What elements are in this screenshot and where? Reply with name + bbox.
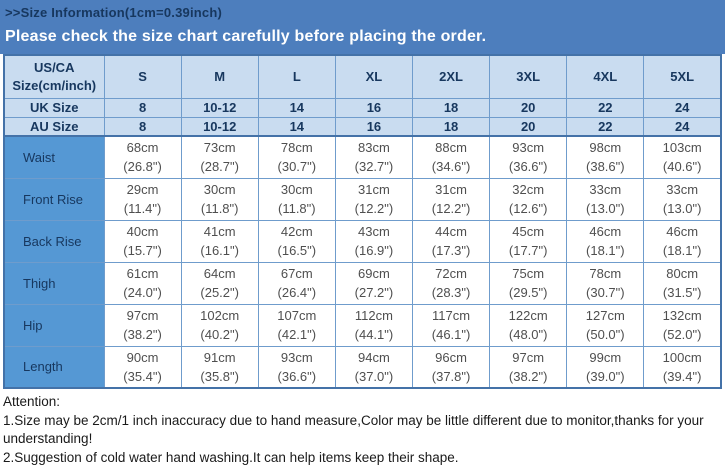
measurement-inch: (38.2") [123,327,162,342]
measurement-cm: 103cm [662,140,702,156]
measurement-inch: (37.0") [354,368,394,384]
measurement-cm: 117cm [432,308,471,323]
measurement-cm: 98cm [589,140,622,156]
measurement-value-cell [335,346,412,388]
measurement-cm: 122cm [508,308,548,323]
measurement-inch: (28.7") [200,159,239,175]
measurement-inch: (16.9") [354,243,394,258]
measurement-inch: (50.0") [586,327,625,342]
measurement-value-cell [490,220,567,262]
measurement-inch: (39.0") [586,368,625,384]
measurement-cm: 69cm [358,266,390,281]
measurement-inch: (48.0") [508,327,548,342]
measurement-row [4,220,721,262]
measurement-inch: (36.6") [508,159,548,175]
measurement-row [4,346,721,388]
measurement-inch: (12.2") [354,201,394,216]
measurement-cm: 80cm [666,266,699,281]
measurement-inch: (16.1") [200,243,239,258]
size-column-header: 3XL [490,55,567,98]
measurement-cm: 42cm [280,224,313,239]
measurement-value-cell [413,136,490,178]
size-info-title: >>Size Information(1cm=0.39inch) [5,5,222,20]
measurement-cm: 31cm [435,182,467,197]
measurement-row [4,178,721,220]
measurement-value-cell [258,220,335,262]
measurement-inch: (34.6") [431,159,471,175]
region-size-value: 18 [413,117,490,136]
size-column-header: 4XL [567,55,644,98]
measurement-cm: 45cm [512,224,545,239]
measurement-value-cell [335,220,412,262]
measurement-cm: 64cm [203,266,236,281]
measurement-cm: 88cm [435,140,467,156]
measurement-inch: (11.8") [200,201,239,216]
measurement-inch: (35.8") [200,368,239,384]
measurement-inch: (18.1") [586,243,625,258]
size-column-header: 2XL [413,55,490,98]
measurement-inch: (39.4") [662,368,702,384]
size-column-header: XL [335,55,412,98]
measurement-cm: 97cm [126,308,159,323]
region-size-value: 24 [644,117,721,136]
measurement-cm: 112cm [354,308,393,323]
measurement-inch: (18.1") [662,243,702,258]
measurement-value-cell [104,220,181,262]
measurement-value-cell [413,346,490,388]
measurement-value-cell [258,178,335,220]
measurement-inch: (27.2") [354,285,394,300]
measurement-cm: 93cm [512,140,545,156]
region-size-row [4,117,721,136]
measurement-inch: (38.2") [508,368,548,384]
measurement-cm: 29cm [126,182,159,197]
measurement-cm: 100cm [662,349,702,365]
measurement-cm: 30cm [203,182,236,197]
measurement-value-cell [104,262,181,304]
measurement-value-cell [490,346,567,388]
measurement-cm: 46cm [589,224,622,239]
measurement-value-cell [567,262,644,304]
size-chart-header [4,55,721,98]
measurement-row [4,136,721,178]
measurement-cm: 73cm [203,140,236,156]
size-chart-body [4,98,721,388]
measurement-cm: 30cm [280,182,313,197]
measurement-value-cell [490,304,567,346]
measurement-cm: 72cm [435,266,467,281]
measurement-value-cell [181,178,258,220]
measurement-value-cell [258,262,335,304]
measurement-cm: 33cm [589,182,622,197]
measurement-row [4,304,721,346]
region-size-value: 24 [644,98,721,117]
measurement-inch: (37.8") [431,368,471,384]
measurement-inch: (11.8") [278,201,316,216]
measurement-value-cell [104,178,181,220]
measurement-row [4,262,721,304]
measurement-inch: (13.0") [586,201,625,216]
measurement-inch: (29.5") [508,285,548,300]
measurement-label: Back Rise [4,220,104,262]
measurement-inch: (31.5") [662,285,702,300]
measurement-cm: 31cm [358,182,390,197]
measurement-value-cell [181,346,258,388]
measurement-value-cell [567,178,644,220]
measurement-value-cell [181,220,258,262]
measurement-cm: 41cm [203,224,236,239]
measurement-value-cell [181,136,258,178]
measurement-cm: 102cm [200,308,240,323]
measurement-value-cell [413,220,490,262]
measurement-label: Waist [4,136,104,178]
measurement-cm: 78cm [280,140,313,156]
measurement-value-cell [413,178,490,220]
measurement-value-cell [644,136,721,178]
size-chart-notice: Please check the size chart carefully before placing the order. [5,28,487,45]
measurement-value-cell [567,136,644,178]
corner-header-cell [4,55,104,98]
measurement-value-cell [644,178,721,220]
region-size-value: 22 [567,117,644,136]
measurement-inch: (26.4") [277,285,317,300]
measurement-inch: (40.6") [662,159,702,175]
region-size-value: 14 [258,98,335,117]
measurement-inch: (32.7") [354,159,394,175]
measurement-inch: (30.7") [277,159,317,175]
measurement-value-cell [567,220,644,262]
measurement-value-cell [413,304,490,346]
measurement-cm: 94cm [358,349,390,365]
measurement-cm: 127cm [585,308,625,323]
measurement-cm: 90cm [126,349,159,365]
region-size-value: 18 [413,98,490,117]
corner-header-line2: Size(cm/inch) [12,77,97,93]
measurement-inch: (42.1") [277,327,317,342]
region-size-value: 16 [335,98,412,117]
measurement-cm: 96cm [435,349,467,365]
measurement-inch: (24.0") [123,285,162,300]
title-band [0,0,725,54]
region-size-value: 22 [567,98,644,117]
measurement-label: Thigh [4,262,104,304]
measurement-value-cell [258,346,335,388]
measurement-cm: 107cm [277,308,317,323]
measurement-cm: 44cm [435,224,467,239]
measurement-value-cell [490,136,567,178]
measurement-cm: 46cm [666,224,699,239]
measurement-cm: 67cm [280,266,313,281]
measurement-value-cell [335,304,412,346]
attention-note-2: 2.Suggestion of cold water hand washing.It can help items keep their shape. [3,449,459,465]
region-size-value: 14 [258,117,335,136]
measurement-value-cell [644,346,721,388]
measurement-value-cell [258,136,335,178]
measurement-value-cell [413,262,490,304]
measurement-cm: 40cm [126,224,159,239]
measurement-label: Length [4,346,104,388]
measurement-inch: (26.8") [123,159,162,175]
region-row-label: UK Size [4,98,104,117]
measurement-inch: (17.3") [431,243,471,258]
measurement-inch: (36.6") [277,368,317,384]
region-size-value: 20 [490,98,567,117]
size-column-header: M [181,55,258,98]
measurement-cm: 75cm [512,266,545,281]
measurement-cm: 33cm [666,182,699,197]
region-size-value: 20 [490,117,567,136]
measurement-inch: (17.7") [508,243,548,258]
measurement-cm: 43cm [358,224,390,239]
measurement-inch: (38.6") [586,159,625,175]
measurement-cm: 32cm [512,182,545,197]
measurement-inch: (28.3") [431,285,471,300]
measurement-inch: (25.2") [200,285,239,300]
size-column-header: 5XL [644,55,721,98]
region-size-row [4,98,721,117]
measurement-inch: (46.1") [431,327,471,342]
measurement-value-cell [181,262,258,304]
measurement-inch: (44.1") [354,327,394,342]
measurement-inch: (40.2") [200,327,239,342]
measurement-label: Front Rise [4,178,104,220]
measurement-value-cell [181,304,258,346]
measurement-value-cell [335,262,412,304]
region-size-value: 10-12 [181,117,258,136]
measurement-value-cell [335,136,412,178]
measurement-label: Hip [4,304,104,346]
measurement-cm: 93cm [280,349,313,365]
measurement-inch: (35.4") [123,368,162,384]
measurement-value-cell [490,262,567,304]
measurement-inch: (15.7") [123,243,162,258]
measurement-cm: 83cm [358,140,390,156]
corner-header-line1: US/CA [34,59,75,75]
measurement-value-cell [490,178,567,220]
measurement-value-cell [104,346,181,388]
measurement-inch: (52.0") [662,327,702,342]
measurement-value-cell [104,304,181,346]
attention-note-1: 1.Size may be 2cm/1 inch inaccuracy due to hand measure,Color may be little different due to monitor,thanks for your understanding! [3,412,704,446]
region-size-value: 8 [104,98,181,117]
attention-heading: Attention: [3,394,61,409]
measurement-value-cell [567,346,644,388]
region-row-label: AU Size [4,117,104,136]
measurement-cm: 99cm [589,349,622,365]
size-column-header: S [104,55,181,98]
size-column-header: L [258,55,335,98]
measurement-cm: 78cm [589,266,622,281]
measurement-inch: (11.4") [123,201,162,216]
measurement-value-cell [644,262,721,304]
attention-section [0,389,725,467]
measurement-cm: 132cm [662,308,702,323]
measurement-inch: (12.6") [508,201,548,216]
measurement-inch: (12.2") [431,201,471,216]
measurement-value-cell [644,220,721,262]
measurement-cm: 91cm [203,349,236,365]
measurement-cm: 97cm [512,349,545,365]
measurement-value-cell [335,178,412,220]
region-size-value: 10-12 [181,98,258,117]
size-header-row [4,55,721,98]
measurement-cm: 61cm [126,266,159,281]
measurement-inch: (16.5") [277,243,317,258]
measurement-cm: 68cm [126,140,159,156]
measurement-value-cell [644,304,721,346]
measurement-value-cell [567,304,644,346]
measurement-inch: (30.7") [586,285,625,300]
region-size-value: 8 [104,117,181,136]
region-size-value: 16 [335,117,412,136]
measurement-inch: (13.0") [662,201,702,216]
measurement-value-cell [258,304,335,346]
size-chart-table [3,54,722,389]
measurement-value-cell [104,136,181,178]
